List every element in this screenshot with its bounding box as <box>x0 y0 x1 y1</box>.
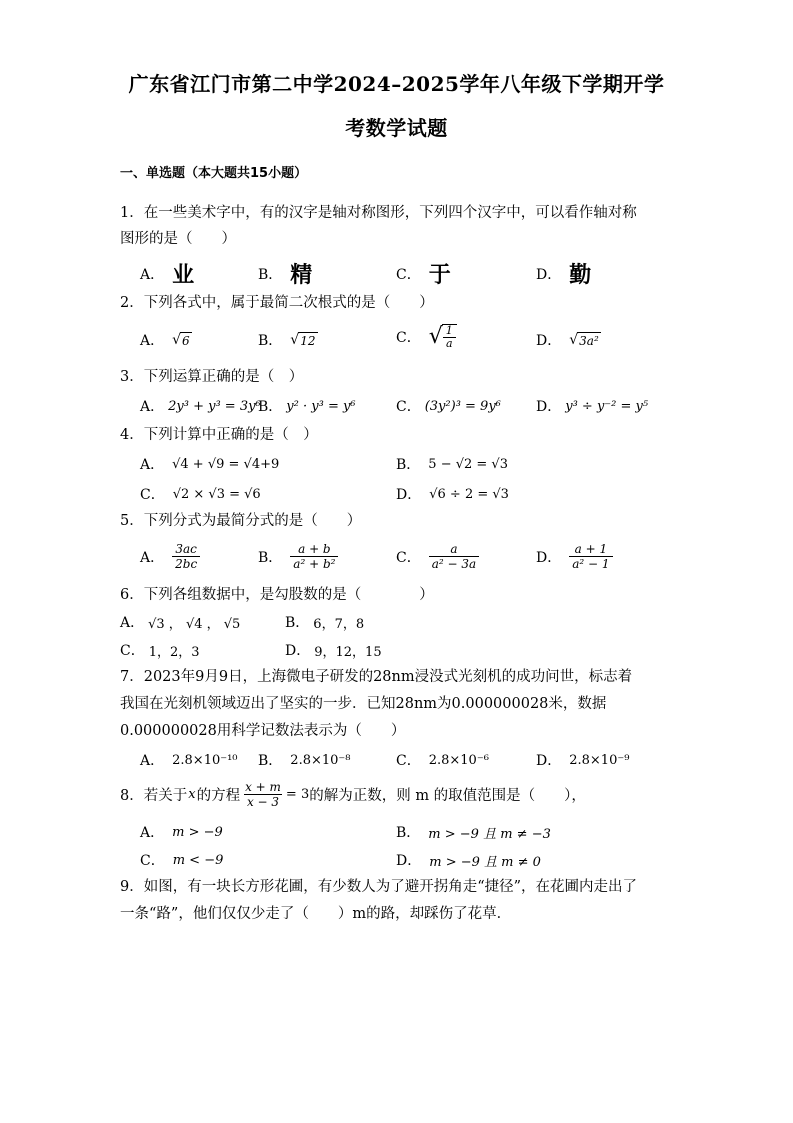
q4-option-b: B． 5 − √2 = √3 <box>396 456 508 473</box>
question-7-text-line3: 0.000000028用科学记数法表示为（ ） <box>120 723 406 739</box>
q8-option-c: C． m < −9 <box>140 852 224 869</box>
q4-option-a: A． √4 + √9 = √4+9 <box>140 456 280 473</box>
q2-option-d: D． √ 3a² <box>536 331 599 349</box>
q6-option-a: A． √3 ， √4 ， √5 <box>120 615 241 632</box>
question-6-text: 6．下列各组数据中，是勾股数的是（ ） <box>120 587 434 603</box>
q1-option-c: C． 于 <box>396 263 451 288</box>
q7-option-a: A． 2.8×10⁻¹⁰ <box>140 752 238 769</box>
q8-option-b: B． m > −9 且 m ≠ −3 <box>396 825 551 842</box>
q5-option-c: C． $\frac{a}{\text{a² − 3a}}$ <box>396 542 479 571</box>
q5-option-d: D． $\frac{a + 1}{\text{a² − 1}}$ <box>536 542 613 571</box>
section-heading: 一、单选题（本大题共15小题） <box>120 166 308 181</box>
q6-option-c: C． 1，2，3 <box>120 643 200 660</box>
exam-title-line1: 广东省江门市第二中学2024–2025学年八年级下学期开学 <box>128 72 665 96</box>
q8-option-a: A． m > −9 <box>140 824 223 841</box>
q3-option-b: B． y² · y³ = y⁶ <box>258 398 356 415</box>
q5-option-a: A． $\frac{3ac}{2bc}$ <box>140 542 200 571</box>
q6-option-d: D． 9，12，15 <box>285 643 382 660</box>
q3-option-c: C． (3y²)³ = 9y⁶ <box>396 398 501 415</box>
q7-option-b: B． 2.8×10⁻⁸ <box>258 752 351 769</box>
q3-option-a: A． 2y³ + y³ = 3y⁶ <box>140 398 261 415</box>
q7-option-d: D． 2.8×10⁻⁹ <box>536 752 630 769</box>
q6-option-b: B． 6，7，8 <box>285 615 365 632</box>
q1-option-d: D． 勤 <box>536 263 592 288</box>
question-9-text-line2: 一条“路”，他们仅仅少走了（ ）m的路，却踩伤了花草． <box>120 906 512 922</box>
question-8-text: 8．若关于 x 的方程 $\frac{x + m}{x - 3}$ = 3 的解为正数，则 m 的取值范围是（ ）， <box>120 780 586 809</box>
question-5-text: 5．下列分式为最简分式的是（ ） <box>120 513 362 529</box>
q7-option-c: C． 2.8×10⁻⁶ <box>396 752 489 769</box>
q4-option-c: C． √2 × √3 = √6 <box>140 486 261 503</box>
q2-option-c: C． √ $\frac{1}{a}$ <box>396 324 457 350</box>
question-2-text: 2．下列各式中，属于最简二次根式的是（ ） <box>120 295 434 311</box>
exam-title-line2: 考数学试题 <box>345 116 448 140</box>
question-1-text-line2: 图形的是（ ） <box>120 231 236 247</box>
q2-option-a: A． √ 6 <box>140 331 190 349</box>
q8-option-d: D． m > −9 且 m ≠ 0 <box>396 853 541 870</box>
question-7-text-line1: 7．2023年9月9日，上海微电子研发的28nm浸没式光刻机的成功问世，标志着 <box>120 669 633 685</box>
q1-option-b: B． 精 <box>258 263 313 288</box>
question-1-text-line1: 1．在一些美术字中，有的汉字是轴对称图形，下列四个汉字中，可以看作轴对称 <box>120 205 637 221</box>
question-7-text-line2: 我国在光刻机领域迈出了坚实的一步．已知28nm为0.000000028米，数据 <box>120 696 607 712</box>
q5-option-b: B． $\frac{a + b}{\text{a² + b²}}$ <box>258 542 338 571</box>
q4-option-d: D． √6 ÷ 2 = √3 <box>396 486 509 503</box>
q1-option-a: A． 业 <box>140 263 195 288</box>
question-4-text: 4．下列计算中正确的是（ ） <box>120 427 318 443</box>
question-9-text-line1: 9．如图，有一块长方形花圃，有少数人为了避开拐角走“捷径”，在花圃内走出了 <box>120 879 638 895</box>
question-3-text: 3．下列运算正确的是（ ） <box>120 369 304 385</box>
q3-option-d: D． y³ ÷ y⁻² = y⁵ <box>536 398 649 415</box>
q2-option-b: B． √ 12 <box>258 331 316 349</box>
